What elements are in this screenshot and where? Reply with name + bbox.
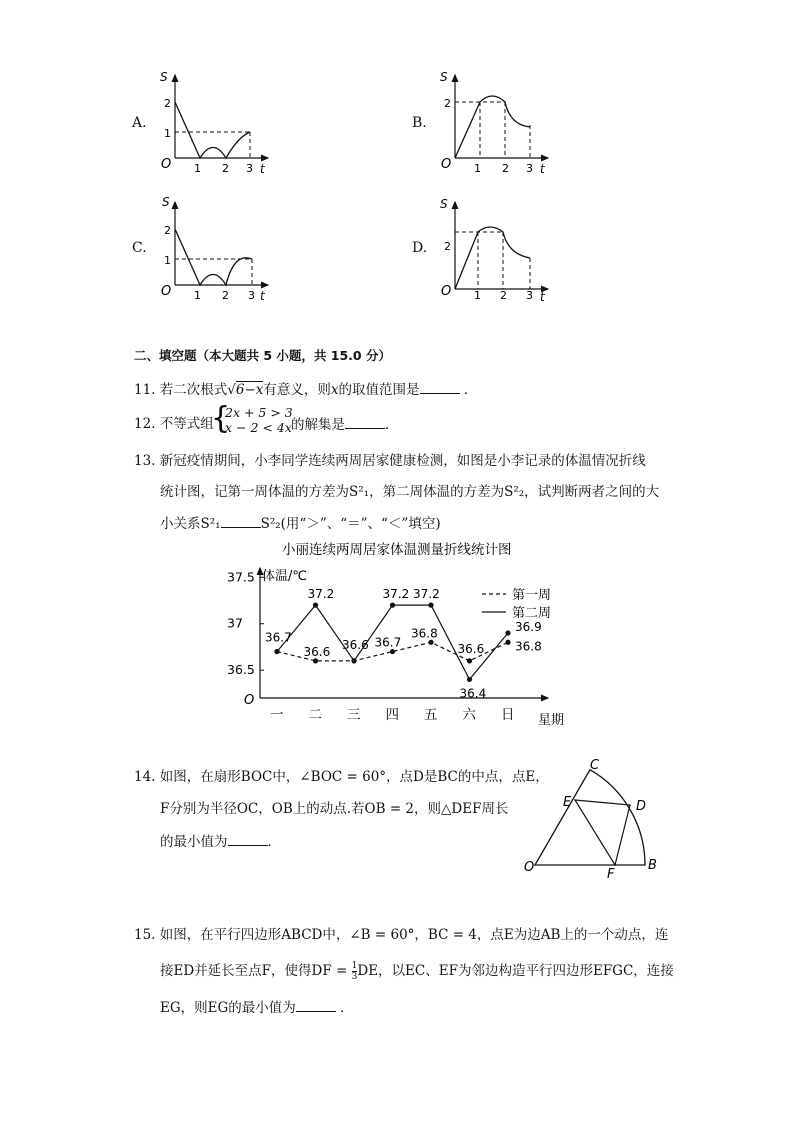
x-axis-label: 星期	[538, 713, 565, 728]
q11-answer-blank[interactable]	[420, 379, 460, 394]
q15-line3	[160, 997, 354, 1018]
q14-number: 14.	[134, 769, 156, 785]
chart-title: 小丽连续两周居家体温测量折线统计图	[282, 542, 512, 558]
option-a-ytick: 2	[164, 97, 171, 110]
q15-line1: 如图，在平行四边形ABCD中，∠B = 60°，BC = 4，点E为边AB上的一个动点，连	[159, 927, 669, 943]
q12-answer-blank[interactable]	[345, 414, 385, 429]
q12-number: 12.	[134, 416, 156, 432]
q14-end: ．	[267, 834, 281, 850]
data-label: 36.8	[515, 639, 542, 654]
option-d-xtick: 1	[474, 289, 481, 302]
q13-line3a: 小关系S²₁	[160, 516, 221, 532]
option-c-letter: C.	[132, 240, 147, 256]
option-a-xlabel: t	[260, 162, 265, 176]
q12-post: 的解集是	[291, 417, 345, 433]
q15-line3-text: EG，则EG的最小值为	[160, 1000, 296, 1016]
data-point	[274, 649, 279, 654]
option-c-xlabel: t	[260, 289, 265, 303]
data-point	[467, 677, 472, 682]
question-15	[134, 925, 668, 945]
sector-diagram	[520, 755, 670, 880]
option-b-xtick: 1	[474, 162, 481, 175]
q13-line2: 统计图，记第一周体温的方差为S²₁，第二周体温的方差为S²₂，试判断两者之间的大	[160, 484, 660, 500]
data-label: 37.2	[413, 587, 440, 602]
option-d-graph	[430, 192, 560, 304]
q13-answer-blank[interactable]	[221, 513, 261, 528]
option-b-ytick: 2	[444, 97, 451, 110]
q11-radicand: 6−x	[235, 382, 264, 398]
question-12	[134, 414, 214, 434]
option-b-origin: O	[441, 157, 452, 172]
legend-label: 第一周	[512, 588, 552, 603]
x-tick-label: 六	[462, 707, 476, 723]
q14-line1: 如图，在扇形BOC中，∠BOC = 60°，点D是BC的中点，点E，	[159, 769, 549, 785]
y-axis-label: 体温/℃	[262, 569, 307, 584]
data-label: 36.4	[459, 686, 487, 701]
option-b-xlabel: t	[540, 162, 545, 176]
data-point	[351, 658, 356, 663]
data-point	[390, 649, 395, 654]
q12-tail	[291, 414, 399, 435]
q12-line1: 2x + 5 > 3	[225, 405, 293, 420]
q12-end: ．	[385, 417, 399, 433]
q12-pre: 不等式组	[159, 416, 214, 432]
option-a-xtick: 1	[194, 162, 201, 175]
option-a-graph	[150, 65, 280, 177]
question-13	[134, 451, 646, 471]
x-tick-label: 日	[501, 707, 515, 723]
option-b-ylabel: S	[440, 70, 448, 84]
data-label: 37.2	[382, 587, 410, 602]
question-11	[134, 379, 477, 400]
q13-line1: 新冠疫情期间，小李同学连续两周居家健康检测，如图是小李记录的体温情况折线	[159, 453, 646, 469]
data-label: 36.6	[457, 641, 485, 656]
q12-brace: {	[211, 401, 231, 436]
q14-answer-blank[interactable]	[228, 831, 268, 846]
option-a-origin: O	[161, 157, 172, 172]
option-a-letter: A.	[132, 115, 147, 131]
q11-end: ．	[463, 382, 478, 398]
option-b-letter: B.	[412, 115, 427, 131]
data-label: 37.2	[307, 587, 335, 602]
data-point	[313, 603, 318, 608]
chart-origin: O	[244, 693, 255, 708]
question-14	[134, 767, 549, 787]
option-c-origin: O	[161, 284, 172, 299]
q15-frac-den: 3	[351, 972, 358, 982]
point-o-label: O	[524, 860, 535, 875]
q13-number: 13.	[134, 453, 156, 469]
q15-answer-blank[interactable]	[296, 997, 336, 1012]
x-tick-label: 一	[270, 707, 284, 723]
option-b-xtick: 2	[502, 162, 509, 175]
q11-pre: 若二次根式	[159, 382, 228, 398]
data-label: 36.6	[342, 637, 369, 652]
option-d-xlabel: t	[540, 290, 545, 304]
data-point	[505, 630, 510, 635]
data-point	[467, 658, 472, 663]
x-tick-label: 四	[385, 707, 399, 723]
q11-mid: 有意义，则	[263, 382, 331, 398]
q15-line2a: 接ED并延长至点F，使得DF =	[160, 963, 352, 979]
data-point	[313, 658, 318, 663]
x-tick-label: 五	[424, 707, 438, 723]
sqrt-symbol: √	[227, 382, 236, 398]
legend-label: 第二周	[512, 606, 552, 621]
option-d-xtick: 2	[500, 289, 507, 302]
option-c-xtick: 3	[248, 289, 255, 302]
section-title: 二、填空题（本大题共 5 小题，共 15.0 分）	[134, 348, 391, 363]
data-point	[428, 603, 433, 608]
data-label: 36.9	[515, 620, 542, 634]
y-tick-label: 37.5	[227, 569, 255, 585]
data-label: 36.7	[265, 630, 292, 645]
q12-system	[225, 405, 293, 435]
q11-post: 的取值范围是	[338, 382, 420, 398]
q11-number: 11.	[134, 382, 156, 398]
point-f-label: F	[607, 867, 615, 880]
q15-end: ．	[340, 1000, 354, 1016]
data-point	[505, 640, 510, 645]
q13-line3	[160, 513, 441, 534]
data-label: 36.7	[374, 635, 402, 650]
q15-frac-num: 1	[351, 961, 358, 971]
x-tick-label: 二	[308, 707, 322, 723]
option-d-xtick: 3	[526, 289, 533, 302]
data-point	[390, 603, 395, 608]
q14-line3-text: 的最小值为	[160, 834, 228, 850]
data-point	[428, 640, 433, 645]
option-b-xtick: 3	[526, 162, 533, 175]
y-tick-label: 37	[227, 615, 243, 631]
y-tick-label: 36.5	[227, 662, 255, 678]
q15-line2b: DE，以EC、EF为邻边构造平行四边形EFGC，连接	[357, 963, 674, 979]
option-d-letter: D.	[412, 240, 428, 256]
option-a-ytick: 1	[164, 127, 171, 140]
q15-number: 15.	[134, 927, 156, 943]
option-a-ylabel: S	[160, 70, 168, 84]
point-d-label: D	[636, 799, 647, 814]
option-c-ytick: 1	[164, 254, 171, 267]
temperature-line-chart	[220, 538, 590, 730]
option-c-xtick: 1	[194, 289, 201, 302]
option-d-ylabel: S	[440, 197, 448, 211]
point-c-label: C	[590, 758, 600, 773]
q15-line2	[160, 961, 674, 982]
q11-var: x	[330, 382, 339, 398]
option-a-xtick: 2	[222, 162, 229, 175]
q14-line2: F分别为半径OC，OB上的动点.若OB = 2，则△DEF周长	[160, 801, 509, 817]
option-c-ylabel: S	[162, 195, 170, 209]
point-e-label: E	[563, 795, 572, 810]
option-d-origin: O	[441, 284, 452, 299]
q14-line3	[160, 831, 281, 852]
q13-line3b: S²₂(用“＞”、“＝”、“＜”填空)	[260, 516, 441, 532]
q12-line2: x − 2 < 4x	[225, 420, 292, 435]
option-c-xtick: 2	[222, 289, 229, 302]
option-b-graph	[430, 65, 560, 177]
option-c-graph	[150, 192, 280, 304]
option-d-ytick: 2	[444, 240, 451, 253]
option-a-xtick: 3	[246, 162, 253, 175]
data-label: 36.6	[303, 644, 331, 659]
point-b-label: B	[648, 858, 657, 873]
x-tick-label: 三	[347, 707, 361, 723]
option-c-ytick: 2	[164, 224, 171, 237]
data-label: 36.8	[411, 626, 438, 641]
